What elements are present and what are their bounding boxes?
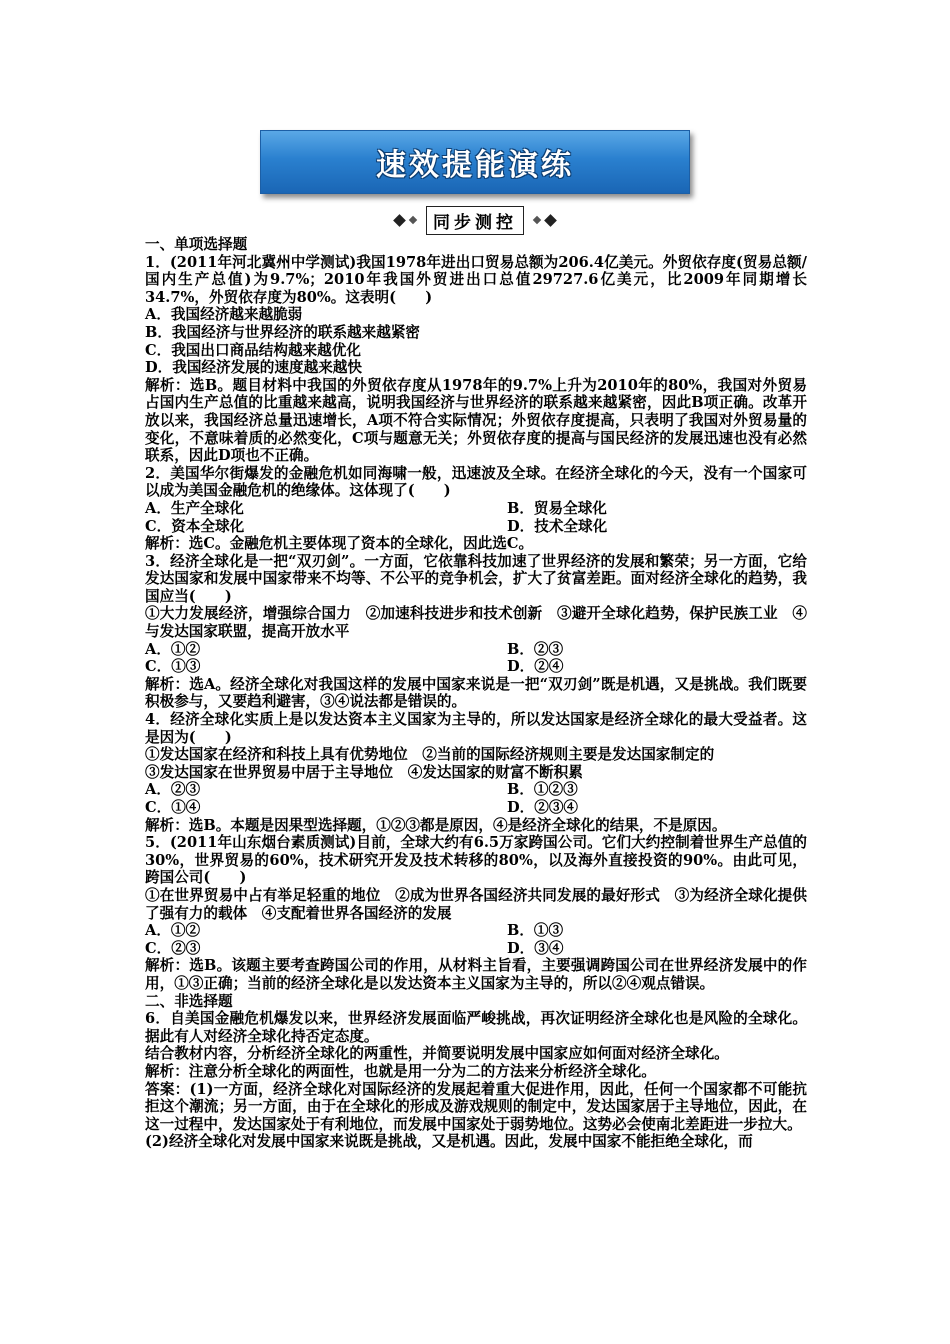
option: D．我国经济发展的速度越来越快 xyxy=(145,359,362,377)
option: C．我国出口商品结构越来越优化 xyxy=(145,341,361,359)
question-stem: 3．经济全球化是一把“双刃剑”。一方面，它依靠科技加速了世界经济的发展和繁荣；另一方面，它给发达国家和发展中国家带来不均等、不公平的竞争机会，扩大了贫富差距。面对经济全球化的趋势，我国应当( ) xyxy=(145,552,807,605)
option: C．①③ xyxy=(145,658,201,676)
option: A．①② xyxy=(145,640,201,658)
option: A．我国经济越来越脆弱 xyxy=(145,306,303,324)
analysis: 解析：注意分析全球化的两面性，也就是用一分为二的方法来分析经济全球化。 xyxy=(145,1062,656,1080)
option: A．①② xyxy=(145,922,201,940)
option-row xyxy=(145,518,807,536)
statement-items: ①在世界贸易中占有举足轻重的地位 ②成为世界各国经济共同发展的最好形式 ③为经济全球化提供了强有力的载体 ④支配着世界各国经济的发展 xyxy=(145,886,807,922)
option: D．②③④ xyxy=(507,799,579,816)
analysis: 解析：选B。本题是因果型选择题，①②③都是原因，④是经济全球化的结果，不是原因。 xyxy=(145,816,727,834)
exercise-content xyxy=(145,236,807,1151)
option: D．技术全球化 xyxy=(507,517,608,535)
question-stem: 4．经济全球化实质上是以发达资本主义国家为主导的，所以发达国家是经济全球化的最大受益者。这是因为( ) xyxy=(145,711,807,746)
option: C．①④ xyxy=(145,799,201,816)
banner-title: 速效提能演练 xyxy=(376,148,574,183)
option: D．②④ xyxy=(507,658,564,676)
analysis: 解析：选C。金融危机主要体现了资本的全球化，因此选C。 xyxy=(145,535,534,553)
option: B．①②③ xyxy=(507,781,578,799)
statement-items: ③发达国家在世界贸易中居于主导地位 ④发达国家的财富不断积累 xyxy=(145,763,583,781)
section-title: 一、单项选择题 xyxy=(145,236,248,253)
diamond-icon xyxy=(544,214,557,227)
analysis: 解析：选B。题目材料中我国的外贸依存度从1978年的9.7%上升为2010年的80%，我国对外贸易占国内生产总值的比重越来越高，说明我国经济与世界经济的联系越来越紧密，因此B项正确。改革开放以来，我国经济总量迅速增长，A项不符合实际情况；外贸依存度提高，只表明了我国对外贸易量的变化，不意味着质的必然变化，C项与题意无关；外贸依存度的提高与国民经济的发展迅速也没有必然联系，因此D项也不正确。 xyxy=(145,376,807,465)
analysis: 解析：选A。经济全球化对我国这样的发展中国家来说是一把“双刃剑”既是机遇，又是挑战。我们既要积极参与，又要趋利避害，③④说法都是错误的。 xyxy=(145,675,807,711)
option-row xyxy=(145,940,807,958)
question-stem: 1．(2011年河北冀州中学测试)我国1978年进出口贸易总额为206.4亿美元。外贸依存度(贸易总额/国内生产总值)为9.7%；2010年我国外贸进出口总值29727.6亿美元，比2009年同期增长34.7%，外贸依存度为80%。这表明( ) xyxy=(145,253,807,306)
subhead-label: 同步测控 xyxy=(426,206,524,235)
option: C．资本全球化 xyxy=(145,517,245,535)
option: C．②③ xyxy=(145,939,201,957)
option: D．③④ xyxy=(507,939,564,957)
option: B．我国经济与世界经济的联系越来越紧密 xyxy=(145,323,421,341)
question-task: 结合教材内容，分析经济全球化的两重性，并简要说明发展中国家应如何面对经济全球化。 xyxy=(145,1045,729,1063)
option: B．②③ xyxy=(507,640,564,658)
option-row xyxy=(145,799,807,817)
statement-items: ①发达国家在经济和科技上具有优势地位 ②当前的国际经济规则主要是发达国家制定的 xyxy=(145,746,715,764)
section-title: 二、非选择题 xyxy=(145,992,233,1010)
option-row xyxy=(145,922,807,940)
option: A．②③ xyxy=(145,781,201,799)
answer: (2)经济全球化对发展中国家来说既是挑战，又是机遇。因此，发展中国家不能拒绝全球化，而 xyxy=(145,1133,753,1151)
title-banner xyxy=(260,130,690,194)
diamond-icon xyxy=(393,214,406,227)
statement-items: ①大力发展经济，增强综合国力 ②加速科技进步和技术创新 ③避开全球化趋势，保护民族工业 ④与发达国家联盟，提高开放水平 xyxy=(145,605,807,641)
question-stem: 5．(2011年山东烟台素质测试)目前，全球大约有6.5万家跨国公司。它们大约控制着世界生产总值的30%，世界贸易的60%，技术研究开发及技术转移的80%，以及海外直接投资的90%。由此可见，跨国公司( ) xyxy=(145,834,807,887)
answer: 答案：(1)一方面，经济全球化对国际经济的发展起着重大促进作用，因此，任何一个国家都不可能抗拒这个潮流；另一方面，由于在全球化的形成及游戏规则的制定中，发达国家居于主导地位，因此，在这一过程中，发达国家处于有利地位，而发展中国家处于弱势地位。这势必会使南北差距进一步拉大。 xyxy=(145,1080,807,1133)
diamond-icon xyxy=(533,216,541,224)
option: B．贸易全球化 xyxy=(507,499,607,517)
option-row xyxy=(145,781,807,799)
option-row xyxy=(145,658,807,676)
question-stem: 2．美国华尔街爆发的金融危机如同海啸一般，迅速波及全球。在经济全球化的今天，没有一个国家可以成为美国金融危机的绝缘体。这体现了( ) xyxy=(145,464,807,500)
option-row xyxy=(145,641,807,659)
diamond-icon xyxy=(409,216,417,224)
section-subhead xyxy=(375,206,575,234)
option-row xyxy=(145,500,807,518)
analysis: 解析：选B。该题主要考查跨国公司的作用，从材料主旨看，主要强调跨国公司在世界经济发展中的作用，①③正确；当前的经济全球化是以发达资本主义国家为主导的，所以②④观点错误。 xyxy=(145,957,807,992)
option: B．①③ xyxy=(507,922,564,940)
question-stem: 6．自美国金融危机爆发以来，世界经济发展面临严峻挑战，再次证明经济全球化也是风险的全球化。据此有人对经济全球化持否定态度。 xyxy=(145,1010,807,1045)
option: A．生产全球化 xyxy=(145,499,244,517)
